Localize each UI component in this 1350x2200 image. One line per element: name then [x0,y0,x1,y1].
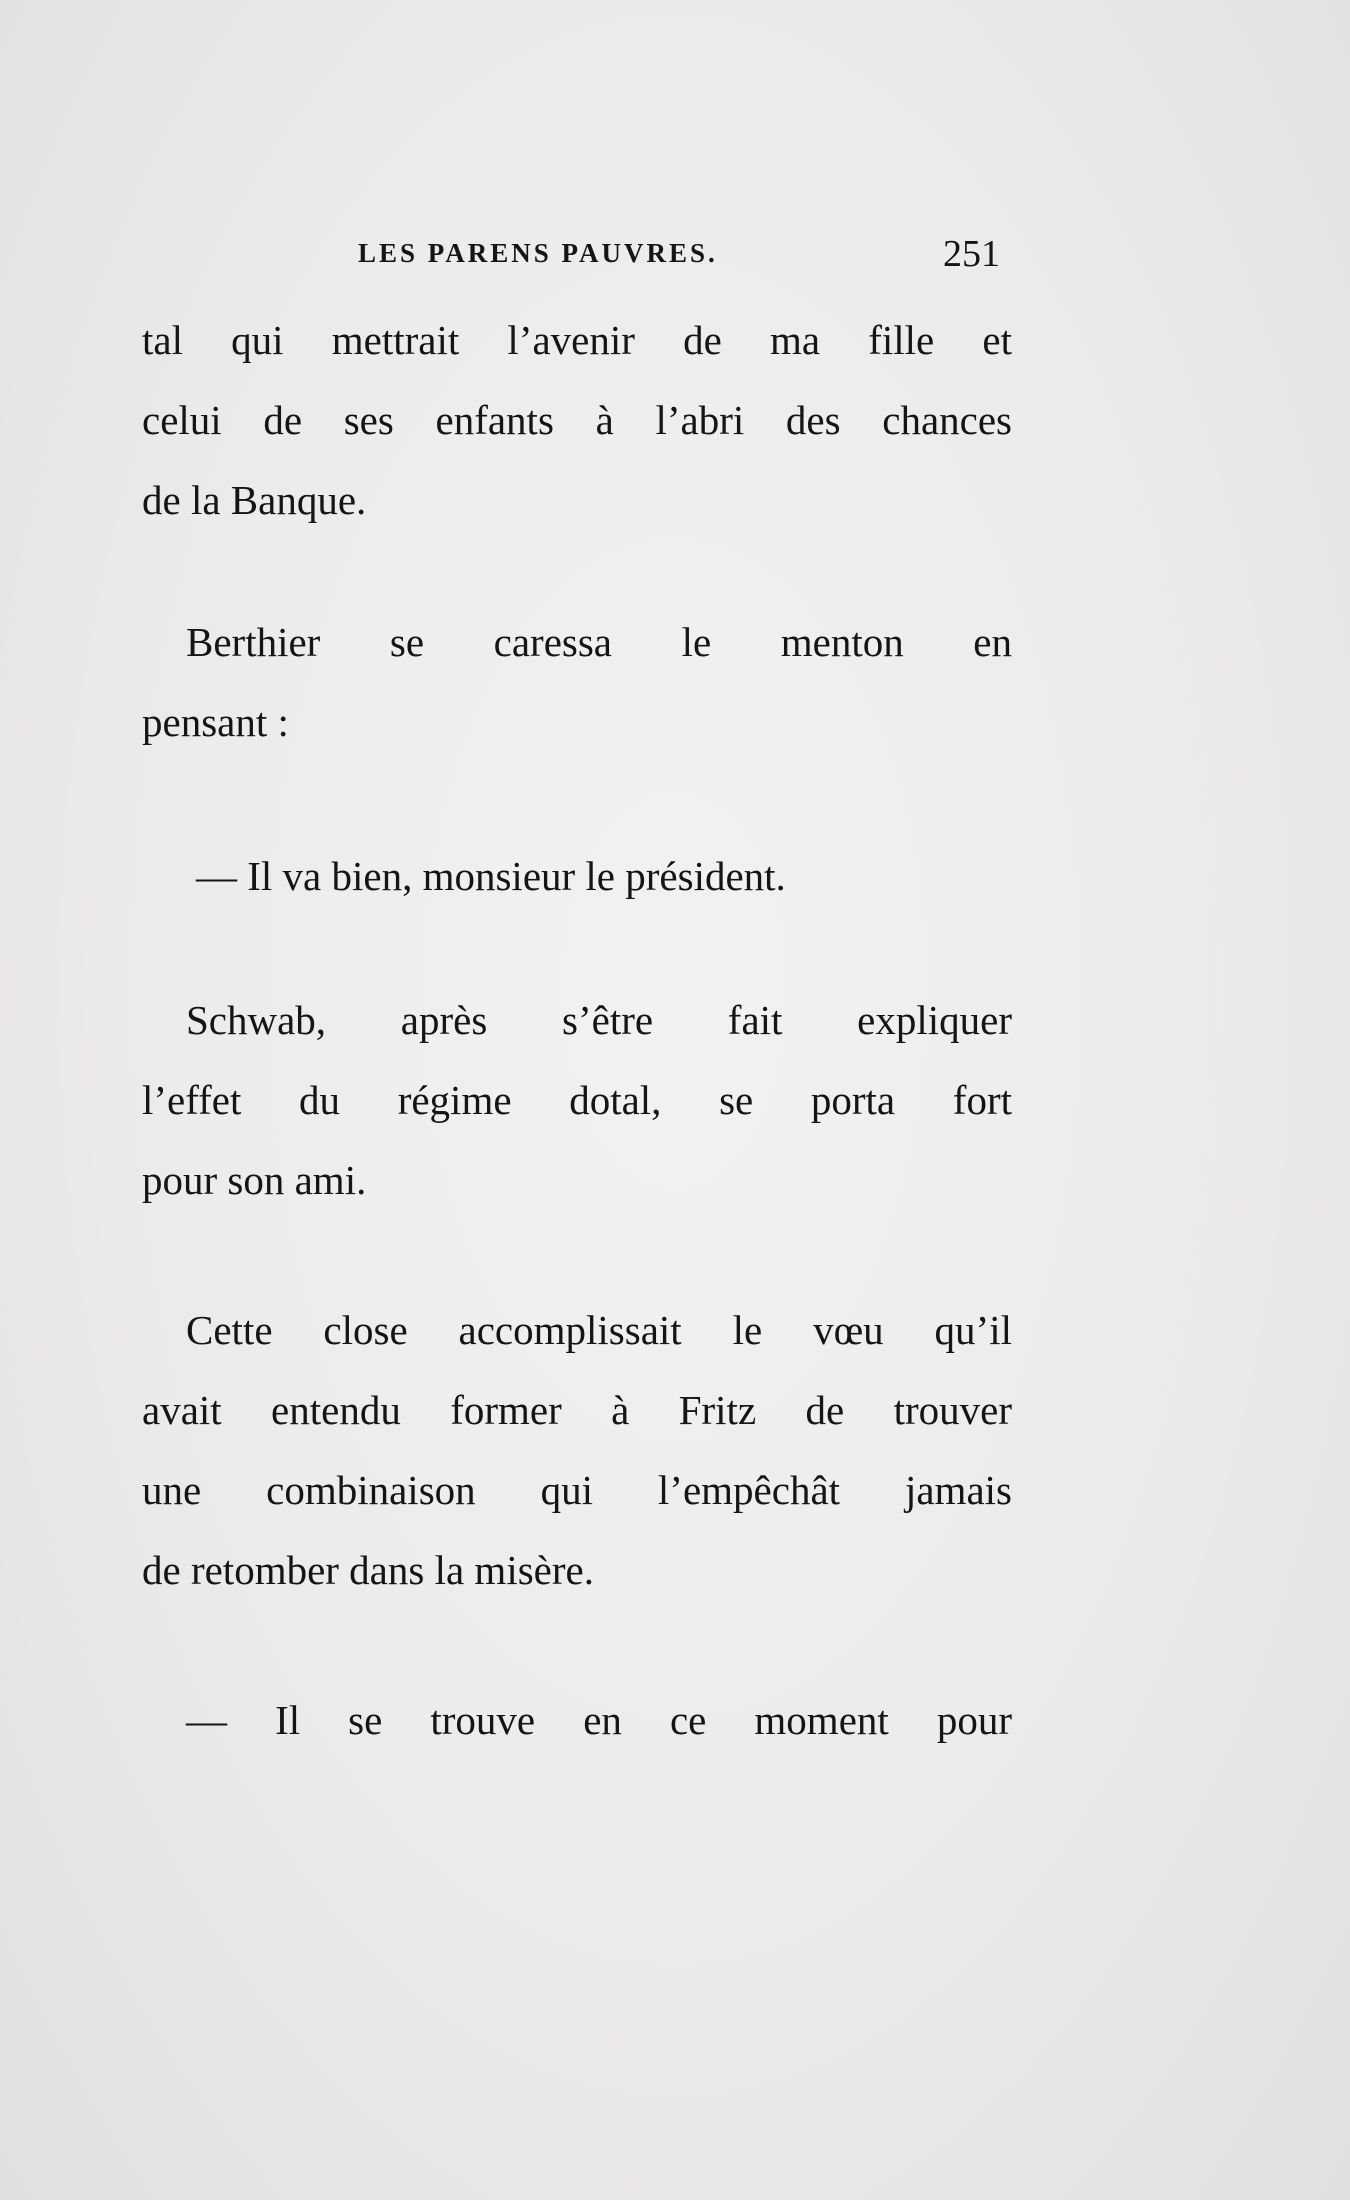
text-line: l’effet du régime dotal, se porta fort [142,1077,1012,1123]
text-line: de retomber dans la misère. [142,1547,594,1593]
text-line: pensant : [142,699,289,745]
text-line: une combinaison qui l’empêchât jamais [142,1467,1012,1513]
text-line: celui de ses enfants à l’abri des chances [142,397,1012,443]
text-line: Schwab, après s’être fait expliquer [186,997,1012,1043]
text-line: — Il va bien, monsieur le président. [196,853,786,899]
page-number: 251 [943,233,1000,275]
text-line: — Il se trouve en ce moment pour [186,1697,1012,1743]
text-line: de la Banque. [142,477,367,523]
text-line: Berthier se caressa le menton en [186,619,1012,665]
text-line: Cette close accomplissait le vœu qu’il [186,1307,1012,1353]
text-line: avait entendu former à Fritz de trouver [142,1387,1012,1433]
page-header [140,232,1000,282]
text-line: pour son ami. [142,1157,367,1203]
text-line: tal qui mettrait l’avenir de ma fille et [142,317,1012,363]
running-title: LES PARENS PAUVRES. [358,238,718,268]
